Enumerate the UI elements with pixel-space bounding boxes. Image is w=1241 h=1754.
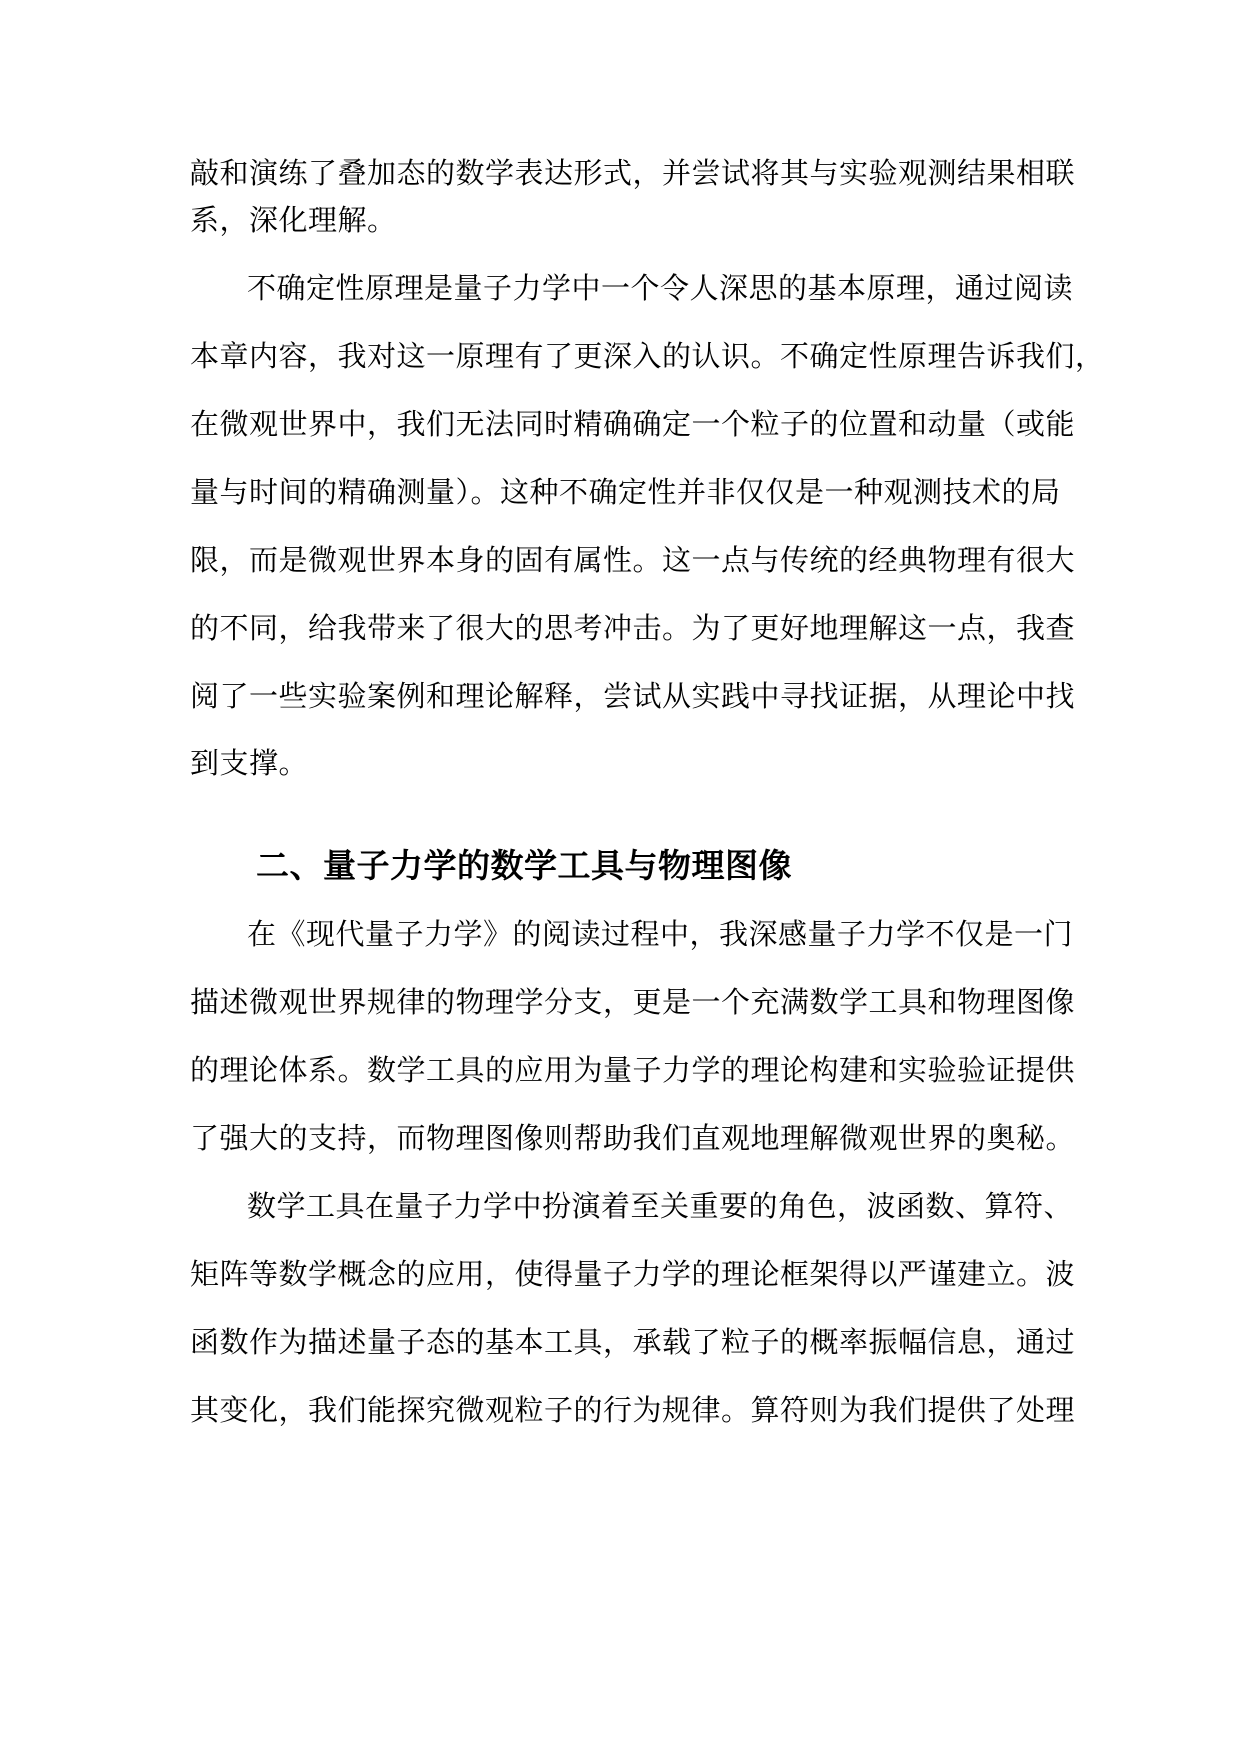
text-line: 限，而是微观世界本身的固有属性。这一点与传统的经典物理有很大	[190, 543, 1076, 577]
text-line: 到支撑。	[190, 746, 309, 780]
text-line: 量与时间的精确测量）。这种不确定性并非仅仅是一种观测技术的局	[190, 475, 1061, 509]
text-line: 矩阵等数学概念的应用，使得量子力学的理论框架得以严谨建立。波	[190, 1257, 1076, 1291]
text-line: 的理论体系。数学工具的应用为量子力学的理论构建和实验验证提供	[190, 1053, 1076, 1087]
text-line: 了强大的支持，而物理图像则帮助我们直观地理解微观世界的奥秘。	[190, 1121, 1076, 1155]
paragraph-first-line: 在《现代量子力学》的阅读过程中，我深感量子力学不仅是一门	[247, 917, 1074, 951]
text-line: 其变化，我们能探究微观粒子的行为规律。算符则为我们提供了处理	[190, 1393, 1076, 1427]
text-line: 函数作为描述量子态的基本工具，承载了粒子的概率振幅信息，通过	[190, 1325, 1076, 1359]
text-line: 本章内容，我对这一原理有了更深入的认识。不确定性原理告诉我们，	[190, 339, 1105, 373]
text-line: 系，深化理解。	[190, 203, 397, 237]
text-line: 敲和演练了叠加态的数学表达形式，并尝试将其与实验观测结果相联	[190, 156, 1076, 190]
text-line: 描述微观世界规律的物理学分支，更是一个充满数学工具和物理图像	[190, 985, 1076, 1019]
text-line: 的不同，给我带来了很大的思考冲击。为了更好地理解这一点，我查	[190, 611, 1076, 645]
text-line: 在微观世界中，我们无法同时精确确定一个粒子的位置和动量（或能	[190, 407, 1076, 441]
paragraph-first-line: 不确定性原理是量子力学中一个令人深思的基本原理，通过阅读	[247, 271, 1074, 305]
paragraph-first-line: 数学工具在量子力学中扮演着至关重要的角色，波函数、算符、	[247, 1189, 1074, 1223]
text-line: 阅了一些实验案例和理论解释，尝试从实践中寻找证据，从理论中找	[190, 679, 1076, 713]
section-heading: 二、量子力学的数学工具与物理图像	[256, 846, 792, 885]
